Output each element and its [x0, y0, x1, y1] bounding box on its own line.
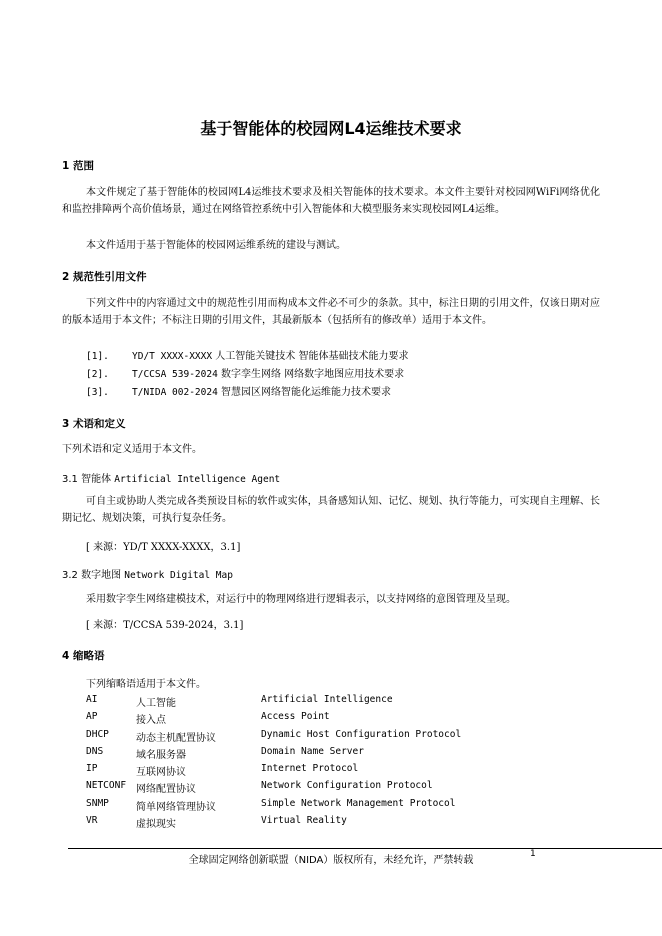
- abbreviation-zh: 简单网络管理协议: [136, 801, 216, 813]
- abbreviation-code: NETCONF: [86, 780, 127, 792]
- term-heading-3-1: [62, 470, 280, 485]
- abbreviation-code: SNMP: [86, 797, 109, 809]
- term-en: Artificial Intelligence Agent: [114, 474, 281, 485]
- reference-title: 人工智能关键技术 智能体基础技术能力要求: [215, 351, 409, 362]
- abbreviation-zh: 人工智能: [136, 698, 176, 709]
- term-source-3-1: [ 来源：YD/T XXXX-XXXX，3.1]: [86, 542, 241, 553]
- reference-code: T/NIDA 002-2024: [132, 387, 218, 398]
- reference-item: [86, 384, 626, 401]
- reference-code: YD/T XXXX-XXXX: [132, 351, 213, 362]
- abbreviation-code: IP: [86, 763, 98, 775]
- abbreviation-zh: 接入点: [136, 715, 166, 727]
- abbreviation-code: DNS: [86, 745, 104, 757]
- reference-number: [3].: [86, 387, 109, 398]
- term-number: 3.2: [62, 570, 78, 581]
- abbreviation-row: [86, 694, 606, 711]
- abbreviation-zh: 动态主机配置协议: [136, 732, 216, 744]
- page-number: 1: [530, 849, 536, 859]
- references-intro: 下列文件中的内容通过文中的规范性引用而构成本文件必不可少的条款。其中，标注日期的引用文件，仅该日期对应的版本适用于本文件；不标注日期的引用文件，其最新版本（包括所有的修改单）适用于本文件。: [62, 298, 600, 326]
- heading-abbreviations: 4 缩略语: [62, 650, 105, 662]
- abbreviation-zh: 虚拟现实: [136, 819, 176, 831]
- reference-item: [86, 366, 626, 383]
- abbreviation-zh: 网络配置协议: [136, 784, 196, 796]
- heading-terms: 3 术语和定义: [62, 418, 126, 430]
- abbreviation-zh: 域名服务器: [136, 749, 186, 761]
- abbreviation-en: Access Point: [261, 711, 330, 723]
- abbreviation-row: [86, 763, 606, 780]
- abbreviation-zh: 互联网协议: [136, 767, 186, 779]
- abbreviation-code: AI: [86, 694, 98, 705]
- heading-scope: 1 范围: [62, 160, 94, 172]
- term-zh: 智能体: [81, 474, 112, 485]
- reference-code: T/CCSA 539-2024: [132, 369, 218, 380]
- term-definition-3-2: 采用数字孪生网络建模技术，对运行中的物理网络进行逻辑表示，以支持网络的意图管理及呈现。: [86, 594, 516, 605]
- scope-paragraph-2: 本文件适用于基于智能体的校园网运维系统的建设与测试。: [86, 240, 346, 251]
- abbreviation-row: [86, 798, 606, 815]
- abbreviation-en: Network Configuration Protocol: [261, 780, 433, 792]
- reference-number: [2].: [86, 369, 109, 380]
- abbreviation-en: Simple Network Management Protocol: [261, 797, 456, 809]
- term-source-3-2: [ 来源：T/CCSA 539-2024，3.1]: [86, 620, 244, 631]
- abbreviation-en: Virtual Reality: [261, 815, 347, 827]
- footer-divider: [68, 848, 662, 849]
- reference-title: 智慧园区网络智能化运维能力技术要求: [220, 387, 391, 398]
- reference-number: [1].: [86, 351, 109, 362]
- heading-references: 2 规范性引用文件: [62, 271, 147, 283]
- abbreviation-row: [86, 815, 606, 832]
- abbreviation-row: [86, 711, 606, 728]
- term-en: Network Digital Map: [124, 570, 233, 581]
- scope-paragraph-1: 本文件规定了基于智能体的校园网L4运维技术要求及相关智能体的技术要求。本文件主要针对校园网WiFi网络优化和监控排障两个高价值场景，通过在网络管控系统中引入智能体和大模型服务来实现校园网L4运维。: [62, 187, 600, 215]
- terms-intro: 下列术语和定义适用于本文件。: [62, 444, 202, 455]
- abbreviations-intro: 下列缩略语适用于本文件。: [86, 679, 206, 690]
- footer-copyright: 全球固定网络创新联盟（NIDA）版权所有，未经允许，严禁转载: [188, 855, 474, 866]
- abbreviation-en: Internet Protocol: [261, 763, 359, 775]
- reference-item: [86, 348, 626, 365]
- term-number: 3.1: [62, 474, 78, 485]
- term-heading-3-2: [62, 566, 233, 581]
- abbreviation-row: [86, 729, 606, 746]
- reference-title: 数字孪生网络 网络数字地图应用技术要求: [220, 369, 405, 380]
- term-zh: 数字地图: [81, 570, 122, 581]
- abbreviation-row: [86, 780, 606, 797]
- document-title: 基于智能体的校园网L4运维技术要求: [200, 119, 462, 138]
- abbreviation-en: Domain Name Server: [261, 745, 364, 757]
- abbreviation-en: Artificial Intelligence: [261, 694, 393, 705]
- abbreviation-code: AP: [86, 711, 98, 723]
- abbreviation-list: [86, 694, 606, 832]
- abbreviation-code: VR: [86, 815, 98, 827]
- abbreviation-en: Dynamic Host Configuration Protocol: [261, 728, 462, 740]
- abbreviation-code: DHCP: [86, 728, 109, 740]
- abbreviation-row: [86, 746, 606, 763]
- term-definition-3-1: 可自主或协助人类完成各类预设目标的软件或实体，具备感知认知、记忆、规划、执行等能力，可实现自主理解、长期记忆、规划决策，可执行复杂任务。: [62, 496, 600, 524]
